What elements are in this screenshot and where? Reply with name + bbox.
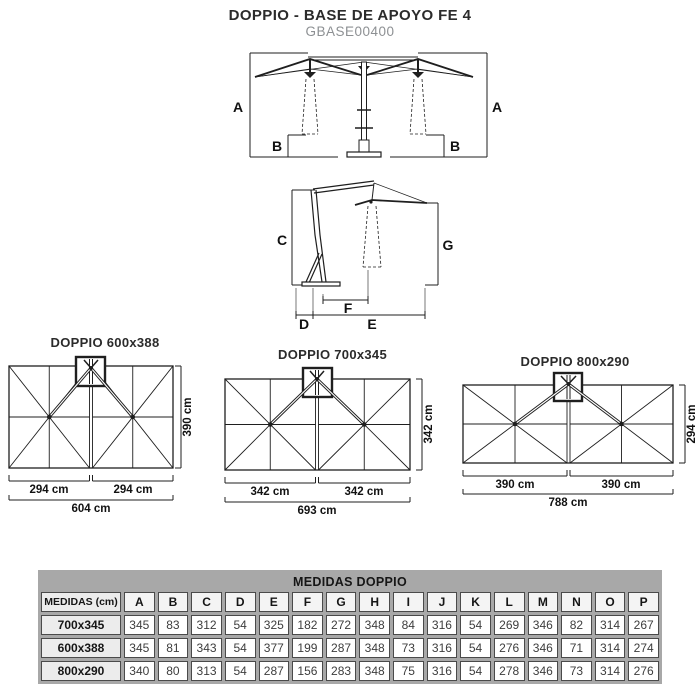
side-view-drawing <box>240 175 470 330</box>
plan-title: DOPPIO 800x290 <box>520 354 630 369</box>
value-600x388-g: 287 <box>326 638 357 658</box>
column-header-o: O <box>595 592 626 612</box>
column-header-m: M <box>528 592 559 612</box>
value-800x290-e: 287 <box>259 661 290 681</box>
plan-dim-total: 693 cm <box>297 505 337 517</box>
plan-dim-height: 390 cm <box>182 397 194 437</box>
column-header-g: G <box>326 592 357 612</box>
value-700x345-g: 272 <box>326 615 357 635</box>
value-800x290-d: 54 <box>225 661 256 681</box>
value-700x345-p: 267 <box>628 615 659 635</box>
plan-drawing-800x290 <box>450 370 700 512</box>
value-600x388-n: 71 <box>561 638 592 658</box>
column-header-p: P <box>628 592 659 612</box>
plan-dim-half-right: 390 cm <box>601 479 641 491</box>
row-label-600x388: 600x388 <box>41 638 121 658</box>
value-600x388-e: 377 <box>259 638 290 658</box>
value-700x345-d: 54 <box>225 615 256 635</box>
value-600x388-h: 348 <box>359 638 390 658</box>
value-600x388-j: 316 <box>427 638 458 658</box>
column-header-i: I <box>393 592 424 612</box>
column-header-b: B <box>158 592 189 612</box>
dim-d: D <box>298 316 310 332</box>
product-code: GBASE00400 <box>305 24 395 39</box>
column-header-k: K <box>460 592 491 612</box>
value-800x290-c: 313 <box>191 661 222 681</box>
value-600x388-d: 54 <box>225 638 256 658</box>
value-600x388-o: 314 <box>595 638 626 658</box>
value-700x345-j: 316 <box>427 615 458 635</box>
value-800x290-k: 54 <box>460 661 491 681</box>
dim-a-right: A <box>491 99 503 115</box>
plan-drawing-700x345 <box>215 363 450 520</box>
value-700x345-c: 312 <box>191 615 222 635</box>
table-grid <box>41 592 659 681</box>
front-view-drawing <box>220 50 505 168</box>
value-800x290-n: 73 <box>561 661 592 681</box>
value-800x290-f: 156 <box>292 661 323 681</box>
plan-dim-half-left: 342 cm <box>250 486 290 498</box>
column-header-d: D <box>225 592 256 612</box>
value-700x345-f: 182 <box>292 615 323 635</box>
value-700x345-h: 348 <box>359 615 390 635</box>
column-header-n: N <box>561 592 592 612</box>
column-header-c: C <box>191 592 222 612</box>
value-800x290-m: 346 <box>528 661 559 681</box>
page-title: DOPPIO - BASE DE APOYO FE 4 <box>228 7 472 24</box>
plan-view-600x388 <box>5 335 205 520</box>
value-700x345-m: 346 <box>528 615 559 635</box>
dim-a-left: A <box>232 99 244 115</box>
column-header-e: E <box>259 592 290 612</box>
value-800x290-o: 314 <box>595 661 626 681</box>
value-700x345-k: 54 <box>460 615 491 635</box>
dim-c: C <box>276 232 288 248</box>
value-700x345-o: 314 <box>595 615 626 635</box>
plan-view-700x345 <box>215 347 450 520</box>
plan-dim-half-right: 294 cm <box>113 484 153 496</box>
value-800x290-g: 283 <box>326 661 357 681</box>
row-header-label: MEDIDAS (cm) <box>41 592 121 612</box>
dim-g: G <box>442 237 454 253</box>
plan-dim-total: 604 cm <box>71 503 111 515</box>
value-600x388-p: 274 <box>628 638 659 658</box>
dim-b-left: B <box>271 138 283 154</box>
plan-drawing-600x388 <box>5 351 205 519</box>
value-800x290-i: 75 <box>393 661 424 681</box>
value-600x388-a: 345 <box>124 638 155 658</box>
value-800x290-p: 276 <box>628 661 659 681</box>
value-800x290-a: 340 <box>124 661 155 681</box>
plan-title: DOPPIO 600x388 <box>50 335 160 350</box>
column-header-h: H <box>359 592 390 612</box>
dim-e: E <box>367 316 377 332</box>
value-700x345-i: 84 <box>393 615 424 635</box>
plan-dim-height: 294 cm <box>686 404 698 444</box>
value-600x388-c: 343 <box>191 638 222 658</box>
value-700x345-l: 269 <box>494 615 525 635</box>
row-label-800x290: 800x290 <box>41 661 121 681</box>
value-800x290-j: 316 <box>427 661 458 681</box>
plan-dim-half-left: 390 cm <box>495 479 535 491</box>
column-header-a: A <box>124 592 155 612</box>
plan-dim-half-left: 294 cm <box>29 484 69 496</box>
value-600x388-i: 73 <box>393 638 424 658</box>
value-700x345-a: 345 <box>124 615 155 635</box>
value-600x388-f: 199 <box>292 638 323 658</box>
value-700x345-e: 325 <box>259 615 290 635</box>
column-header-f: F <box>292 592 323 612</box>
plan-view-800x290 <box>450 354 700 514</box>
measurements-table <box>38 570 662 684</box>
column-header-l: L <box>494 592 525 612</box>
value-800x290-b: 80 <box>158 661 189 681</box>
value-600x388-l: 276 <box>494 638 525 658</box>
table-title: MEDIDAS DOPPIO <box>293 575 407 589</box>
dim-b-right: B <box>449 138 461 154</box>
value-600x388-m: 346 <box>528 638 559 658</box>
value-600x388-b: 81 <box>158 638 189 658</box>
value-600x388-k: 54 <box>460 638 491 658</box>
plan-title: DOPPIO 700x345 <box>278 347 387 362</box>
plan-dim-total: 788 cm <box>548 497 588 509</box>
row-label-700x345: 700x345 <box>41 615 121 635</box>
dim-f: F <box>343 300 353 316</box>
plan-dim-half-right: 342 cm <box>344 486 384 498</box>
value-800x290-l: 278 <box>494 661 525 681</box>
column-header-j: J <box>427 592 458 612</box>
value-700x345-n: 82 <box>561 615 592 635</box>
plan-dim-height: 342 cm <box>423 404 435 444</box>
value-800x290-h: 348 <box>359 661 390 681</box>
value-700x345-b: 83 <box>158 615 189 635</box>
